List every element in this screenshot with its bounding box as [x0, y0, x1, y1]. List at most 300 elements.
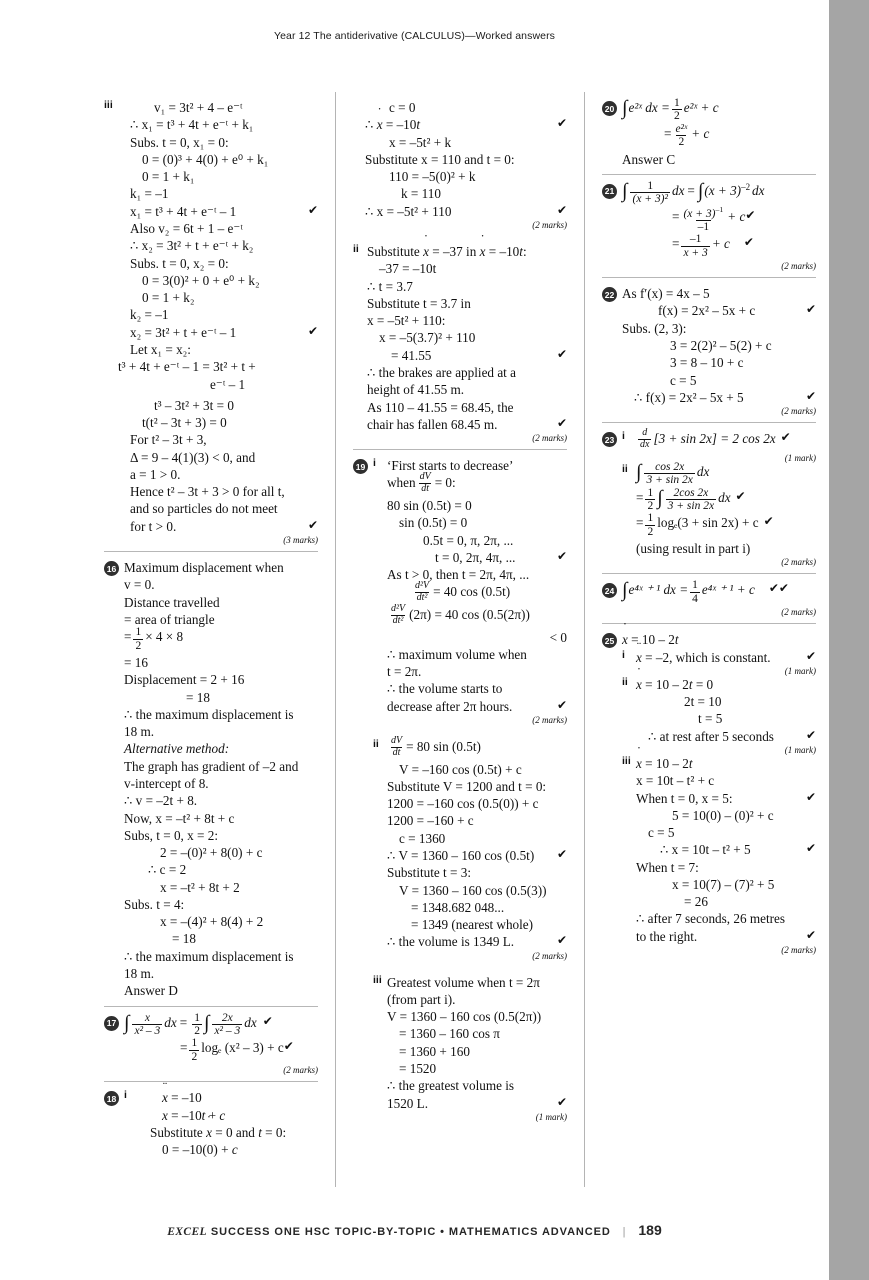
- fraction-numerator: 1: [647, 486, 654, 499]
- math-line-integral: [622, 99, 816, 125]
- roman-label-iii: iii: [104, 99, 113, 111]
- math-text: logₑ (x² – 3) + c: [201, 1040, 284, 1056]
- exponent: –2: [741, 181, 751, 192]
- dot-accent: ˙ x: [636, 755, 642, 772]
- math-line: As f′(x) = 4x – 5: [622, 286, 710, 302]
- math-line: ∴ c = 2: [148, 862, 187, 878]
- math-text: (x + 3): [704, 182, 742, 198]
- tick-icon: ✔: [556, 116, 567, 131]
- fraction-one-half: [192, 1012, 202, 1038]
- dot-accent: ˙ x: [622, 631, 628, 648]
- math-line: Hence t² – 3t + 3 > 0 for all t,: [130, 484, 285, 500]
- tick-icon: ✔: [262, 1013, 273, 1028]
- math-line: 0 = (0)³ + 4(0) + e⁰ + k₁: [142, 151, 269, 167]
- footer-divider: |: [622, 1226, 627, 1238]
- fraction: [212, 1012, 242, 1038]
- tick-icon: ✔: [556, 415, 567, 430]
- answer-line: Answer C: [622, 151, 676, 167]
- tick-icon: ✔: [556, 346, 567, 361]
- math-line: 5 = 10(0) – (0)² + c: [672, 807, 774, 823]
- tick-icon: ✔: [556, 548, 567, 563]
- fraction-denominator: 4: [692, 592, 698, 605]
- math-line: [622, 302, 816, 319]
- math-line: t³ – 3t² + 3t = 0: [154, 397, 234, 413]
- math-text: = 0:: [434, 475, 456, 491]
- fraction-d2v-dt2: [389, 604, 407, 627]
- differential: dx: [718, 489, 731, 505]
- math-text: logₑ(3 + sin 2x) + c: [657, 515, 759, 531]
- answer-column-2: [335, 92, 567, 1187]
- math-line: [636, 841, 816, 858]
- fraction-denominator: 2: [194, 1025, 200, 1038]
- math-text: + c: [727, 208, 746, 224]
- math-line: = 26: [684, 894, 708, 910]
- roman-label-ii: ii: [622, 675, 628, 688]
- math-line: x = 10(7) – (7)² + 5: [672, 876, 775, 892]
- dot-accent: ˙ x: [206, 1124, 212, 1141]
- math-line: = 18: [186, 689, 210, 705]
- math-line: v-intercept of 8.: [124, 775, 209, 791]
- math-line-result: [622, 235, 816, 261]
- question-block-15iii: [104, 92, 318, 551]
- math-line: 2 = –(0)² + 8(0) + c: [160, 845, 263, 861]
- math-line: t = 5: [698, 711, 723, 727]
- marks-label: (2 marks): [283, 1065, 318, 1076]
- math-line: x = –t² + 8t + 2: [160, 879, 240, 895]
- math-line: (from part i).: [387, 991, 456, 1007]
- math-text: ∴ x = –5t² + 110: [365, 203, 452, 219]
- double-dot-accent: ¨ x: [162, 1089, 168, 1106]
- math-line: [387, 933, 567, 950]
- tick-icon: ✔: [743, 235, 754, 250]
- math-text: ∴ V = 1360 – 160 cos (0.5t): [387, 847, 535, 863]
- math-line: k₂ = –1: [130, 307, 169, 323]
- fraction-numerator: 1: [194, 1011, 200, 1024]
- tick-icon: ✔: [805, 388, 816, 403]
- fraction: [630, 180, 669, 206]
- roman-label-i: i: [124, 1089, 127, 1102]
- dot-accent: ˙ x: [377, 116, 383, 133]
- math-line: x = 10t – t² + c: [636, 773, 715, 789]
- roman-label-ii: ii: [373, 737, 379, 750]
- math-line-result: [124, 1039, 318, 1065]
- fraction-numerator: 1: [191, 1037, 198, 1050]
- fraction-one-half: [672, 97, 682, 123]
- math-text: + c: [691, 125, 710, 141]
- math-line: As 110 – 41.55 = 68.45, the: [367, 399, 514, 415]
- roman-label-ii: ii: [622, 462, 628, 475]
- marks-label: (1 mark): [784, 452, 816, 463]
- integral-icon: ∫: [124, 1011, 130, 1034]
- math-line: 3 = 8 – 10 + c: [670, 355, 744, 371]
- math-line: Substitute t = 3:: [387, 865, 472, 881]
- math-line: k₁ = –1: [130, 186, 169, 202]
- math-line: ∴ the maximum displacement is: [124, 948, 294, 964]
- fraction-denominator: (x + 3)²: [632, 193, 668, 206]
- marks-label: (2 marks): [781, 945, 816, 956]
- math-line: Also v₂ = 6t + 1 – e⁻ᵗ: [130, 220, 243, 236]
- fraction-numerator: –1: [689, 233, 702, 246]
- math-line: Subs. (2, 3):: [622, 320, 687, 336]
- math-line: c = 5: [670, 372, 697, 388]
- math-line: 0 = –10(0) + c: [162, 1142, 238, 1158]
- fraction-denominator: x² – 3: [214, 1025, 241, 1038]
- fraction-denominator: 2: [678, 136, 685, 149]
- math-line: 0.5t = 0, π, 2π, ...: [423, 532, 514, 548]
- math-line: x = –5t² + k: [389, 134, 452, 150]
- math-line-second-derivative: [387, 580, 567, 606]
- math-line-integral: [124, 1011, 318, 1040]
- math-line: [118, 324, 318, 341]
- fraction-d-dx: [638, 428, 651, 451]
- tick-icon: ✔: [780, 430, 791, 445]
- math-line-second-derivative-eval: [387, 602, 567, 629]
- math-text: (2π) = 40 cos (0.5(2π)): [409, 606, 530, 622]
- tick-icon: ✔: [805, 841, 816, 856]
- double-tick-icon: ✔✔: [768, 581, 789, 596]
- math-line: height of 41.55 m.: [367, 382, 465, 398]
- question-block-20: [602, 92, 816, 174]
- question-number-badge: 24: [602, 583, 617, 598]
- question-block-18: [104, 1081, 318, 1164]
- math-line: = area of triangle: [124, 611, 215, 627]
- math-line: [636, 728, 816, 745]
- roman-label-ii: ii: [353, 242, 359, 255]
- marks-label: (1 mark): [784, 744, 816, 755]
- equals-sign: =: [636, 515, 644, 531]
- equals-sign: =: [672, 208, 680, 224]
- math-text: 1520 L.: [387, 1095, 429, 1111]
- math-line: ∴ the greatest volume is: [387, 1078, 515, 1094]
- math-line: Subs. t = 0, x₁ = 0:: [130, 134, 229, 150]
- math-line: Alternative method:: [124, 741, 230, 757]
- marks-label: (3 marks): [283, 535, 318, 546]
- math-text: f(x) = 2x² – 5x + c: [658, 303, 756, 319]
- differential: dx: [752, 182, 765, 198]
- math-line-integral: [636, 460, 816, 489]
- fraction-numerator: e²ˣ: [675, 122, 688, 135]
- tick-icon: ✔: [805, 727, 816, 742]
- question-block-23: [602, 422, 816, 573]
- integral-icon: ∫: [636, 460, 642, 483]
- fraction-numerator: 1: [692, 579, 698, 592]
- math-text: ∴ at rest after 5 seconds: [648, 728, 774, 744]
- math-line: and so particles do not meet: [130, 501, 278, 517]
- integral-icon: ∫: [622, 579, 628, 602]
- tick-icon: ✔: [307, 323, 318, 338]
- equals-sign: =: [664, 125, 672, 141]
- math-text: ∴ x = 10t – t² + 5: [660, 842, 751, 858]
- marks-label: (1 mark): [535, 1111, 567, 1122]
- math-line: [118, 518, 318, 535]
- tick-icon: ✔: [307, 202, 318, 217]
- math-text: to the right.: [636, 928, 698, 944]
- math-text: e²ˣ + c: [683, 100, 719, 115]
- fraction-numerator: d²V: [415, 580, 430, 592]
- math-text: [3 + sin 2x] = 2 cos 2x: [653, 431, 776, 447]
- fraction-numerator: d²V: [391, 602, 406, 614]
- math-line: [387, 698, 567, 715]
- math-text: = 80 sin (0.5t): [406, 738, 481, 754]
- page-number: 189: [638, 1222, 662, 1238]
- fraction-numerator: 2cos 2x: [673, 486, 709, 499]
- math-line: ˙ x = –10t + c: [138, 1107, 318, 1124]
- fraction-denominator: 2: [647, 525, 654, 538]
- math-line: ∴ the maximum displacement is: [124, 706, 294, 722]
- tick-icon: ✔: [805, 302, 816, 317]
- math-text: x₂ = 3t² + t + e⁻ᵗ – 1: [130, 324, 237, 340]
- tick-icon: ✔: [556, 933, 567, 948]
- math-line: Substitute x = 110 and t = 0:: [365, 151, 515, 167]
- fraction-denominator: dx: [640, 438, 650, 450]
- bullet-separator: •: [440, 1226, 445, 1238]
- fraction-numerator: 1: [673, 97, 680, 110]
- tick-icon: ✔: [283, 1039, 294, 1054]
- marks-label: (2 marks): [781, 261, 816, 272]
- differential: dx: [244, 1014, 257, 1030]
- math-line: a = 1 > 0.: [130, 466, 181, 482]
- math-line: ∴ t = 3.7: [367, 278, 413, 294]
- question-block-21: [602, 174, 816, 277]
- math-line-derivative: [636, 427, 816, 453]
- math-line: Substitute V = 1200 and t = 0:: [387, 778, 547, 794]
- roman-label-i: i: [622, 430, 625, 443]
- math-line: When t = 7:: [636, 859, 699, 875]
- fraction-numerator: 1: [647, 179, 654, 192]
- math-line: Displacement = 2 + 16: [124, 672, 245, 688]
- fraction-dv-dt: [418, 472, 433, 495]
- marks-label: (2 marks): [532, 950, 567, 961]
- math-text: e⁴ˣ ⁺ ¹ + c: [701, 582, 755, 598]
- math-line: ∴ x₂ = 3t² + t + e⁻ᵗ + k₂: [130, 238, 254, 254]
- question-block-17: [104, 1006, 318, 1082]
- roman-label-iii: iii: [373, 973, 382, 986]
- math-line: [636, 928, 816, 945]
- math-line: ‘First starts to decrease’: [387, 458, 514, 474]
- math-text: = 41.55: [391, 347, 432, 363]
- math-text: ∴ the volume is 1349 L.: [387, 934, 515, 950]
- equals-sign: =: [672, 236, 680, 252]
- answer-column-1: [104, 92, 318, 1187]
- marks-label: (2 marks): [781, 406, 816, 417]
- question-number-badge: 23: [602, 432, 617, 447]
- math-line: [387, 549, 567, 566]
- fraction-one-half: [645, 487, 655, 513]
- math-line: t(t² – 3t + 3) = 0: [142, 415, 227, 431]
- fraction-one-half: [189, 1037, 199, 1063]
- question-block-22: [602, 277, 816, 422]
- tick-icon: ✔: [735, 488, 746, 503]
- dot-accent: ˙ x: [162, 1107, 168, 1124]
- math-line: ˙ x = 10 – 2t: [636, 755, 816, 772]
- math-line: 80 sin (0.5t) = 0: [387, 497, 472, 513]
- tick-icon: ✔: [556, 202, 567, 217]
- math-line: Subs. t = 4:: [124, 896, 185, 912]
- page-footer: [0, 1222, 829, 1238]
- math-line: 1200 = –160 + c: [387, 813, 474, 829]
- math-line: Subs. t = 0, x₂ = 0:: [130, 255, 229, 271]
- math-text: t = 0, 2π, 4π, ...: [435, 549, 516, 565]
- integral-icon: ∫: [657, 486, 663, 509]
- math-line: As t > 0, then t = 2π, 4π, ...: [387, 567, 530, 583]
- roman-label-i: i: [373, 457, 376, 470]
- marks-label: (1 mark): [784, 665, 816, 676]
- fraction-dv-dt: [389, 736, 404, 759]
- numerator-base: (x + 3): [683, 207, 716, 220]
- math-line: [367, 347, 567, 364]
- math-line: = 1520: [399, 1061, 437, 1077]
- series-name: SUCCESS ONE HSC TOPIC-BY-TOPIC: [210, 1226, 437, 1238]
- math-text: chair has fallen 68.45 m.: [367, 416, 498, 432]
- fraction-numerator: 1: [135, 626, 142, 639]
- math-line: Distance travelled: [124, 594, 220, 610]
- fraction-numerator: x: [144, 1011, 150, 1024]
- math-line: ˙ x = 10 – 2t: [622, 631, 816, 648]
- question-number-badge: 25: [602, 633, 617, 648]
- fraction: [644, 461, 694, 487]
- fraction-denominator: –1: [697, 220, 710, 233]
- math-line: x = –(4)² + 8(4) + 2: [160, 914, 264, 930]
- integral-icon: ∫: [622, 179, 628, 202]
- tick-icon: ✔: [307, 517, 318, 532]
- fraction-numerator: [681, 206, 725, 220]
- math-line: V = 1360 – 160 cos (0.5(2π)): [387, 1009, 542, 1025]
- math-line: = 16: [124, 654, 148, 670]
- math-line: ✔ ¨ x = –2, which is constant.: [636, 649, 816, 666]
- math-line: 18 m.: [124, 966, 155, 982]
- fraction: [681, 233, 709, 259]
- math-line: k = 110: [401, 186, 441, 202]
- math-line: ∴ maximum volume when: [387, 646, 527, 662]
- fraction-denominator: 3 + sin 2x: [646, 474, 693, 487]
- brand-name: EXCEL: [167, 1226, 207, 1238]
- math-line: 1200 = –160 cos (0.5(0)) + c: [387, 796, 539, 812]
- fraction-one-half: [133, 626, 143, 652]
- question-number-badge: 20: [602, 101, 617, 116]
- math-line-integral: [622, 581, 816, 607]
- tick-icon: ✔: [805, 789, 816, 804]
- fraction-denominator: 2: [191, 1050, 198, 1063]
- math-line: Substitute ˙ x = –37 in ˙ x = –10t:: [367, 243, 567, 260]
- tick-icon: ✔: [745, 207, 756, 222]
- math-line: Let x₁ = x₂:: [130, 341, 191, 357]
- marks-label: (2 marks): [532, 219, 567, 230]
- marks-label: (2 marks): [781, 607, 816, 618]
- roman-label-iii: iii: [622, 754, 631, 767]
- question-block-18i-cont: [353, 92, 567, 236]
- subject-name: MATHEMATICS ADVANCED: [448, 1226, 611, 1238]
- integral-icon: ∫: [697, 179, 704, 202]
- right-gutter-band: [829, 0, 869, 1280]
- math-line: = 1360 – 160 cos π: [399, 1026, 500, 1042]
- math-line: Δ = 9 – 4(1)(3) < 0, and: [130, 449, 256, 465]
- fraction: [666, 487, 716, 513]
- math-text: x₁ = t³ + 4t + e⁻ᵗ – 1: [130, 203, 237, 219]
- fraction-denominator: dt²: [416, 592, 428, 604]
- fraction-numerator: dV: [419, 471, 431, 483]
- math-line: v₁ = 3t² + 4 – e⁻ᵗ: [154, 100, 243, 115]
- math-line: 0 = 1 + k₁: [142, 169, 195, 185]
- math-text: for t > 0.: [130, 518, 177, 534]
- fraction: [681, 206, 725, 234]
- fraction-numerator: 2x: [221, 1011, 233, 1024]
- dot-accent: ˙ x: [636, 676, 642, 693]
- math-line: = 18: [172, 931, 196, 947]
- answer-column-3: [584, 92, 816, 1187]
- math-text: When t = 0, x = 5:: [636, 790, 733, 806]
- math-line-result: [636, 486, 816, 515]
- fraction-numerator: cos 2x: [655, 460, 685, 473]
- integral-icon: ∫: [622, 97, 628, 119]
- math-text: when: [387, 475, 416, 491]
- math-line: 0 = 3(0)² + 0 + e⁰ + k₂: [142, 272, 260, 288]
- question-block-25: [602, 623, 816, 961]
- math-line: c = 5: [648, 825, 675, 841]
- fraction-numerator: 1: [647, 512, 654, 525]
- fraction-denominator: dt: [392, 746, 401, 758]
- tick-icon: ✔: [556, 697, 567, 712]
- tick-icon: ✔: [556, 846, 567, 861]
- question-block-24: [602, 573, 816, 623]
- math-note: (using result in part i): [636, 541, 751, 557]
- math-line: t = 2π.: [387, 664, 422, 680]
- math-line: Greatest volume when t = 2π: [387, 974, 540, 990]
- fraction-denominator: x + 3: [683, 246, 708, 259]
- math-line: For t² – 3t + 3,: [130, 432, 207, 448]
- fraction-numerator: d: [642, 427, 648, 439]
- math-line: t³ + 4t + e⁻ᵗ – 1 = 3t² + t +: [118, 359, 256, 375]
- equals-sign: =: [180, 1040, 188, 1056]
- question-number-badge: 16: [104, 561, 119, 576]
- math-line: V = 1360 – 160 cos (0.5(3)): [399, 882, 547, 898]
- fraction-denominator: 2: [673, 110, 680, 123]
- math-text: ∴ f(x) = 2x² – 5x + 5: [634, 389, 744, 405]
- math-line: c = 1360: [399, 830, 446, 846]
- math-line: x = –5t² + 110:: [367, 313, 446, 329]
- math-line: ∴ v = –2t + 8.: [124, 793, 198, 809]
- exponent: –1: [715, 204, 724, 214]
- math-line: Substitute t = 3.7 in: [367, 295, 471, 311]
- math-line: sin (0.5t) = 0: [399, 515, 468, 531]
- math-line: v = 0.: [124, 577, 155, 593]
- math-line: 18 m.: [124, 724, 155, 740]
- question-block-19ii: [353, 731, 567, 967]
- math-line: Now, x = –t² + 8t + c: [124, 810, 235, 826]
- math-line: 110 = –5(0)² + k: [389, 169, 476, 185]
- marks-label: (2 marks): [781, 557, 816, 568]
- math-line: [622, 389, 816, 406]
- fraction-d2v-dt2: [413, 581, 431, 604]
- math-line: = 1360 + 160: [399, 1043, 470, 1059]
- double-dot-accent: ¨ x: [636, 649, 642, 666]
- math-line-result: [622, 122, 816, 151]
- tick-icon: ✔: [763, 514, 774, 529]
- math-line: V = –160 cos (0.5t) + c: [399, 761, 522, 777]
- math-line: Subs, t = 0, x = 2:: [124, 827, 219, 843]
- question-number-badge: 17: [104, 1016, 119, 1031]
- math-line: 2t = 10: [684, 694, 722, 710]
- math-line: The graph has gradient of –2 and: [124, 758, 299, 774]
- math-line: c = 0: [389, 100, 416, 115]
- tick-icon: ✔: [805, 648, 816, 663]
- math-line-derivative: [387, 734, 567, 761]
- integral-icon: ∫: [203, 1011, 210, 1034]
- math-line-fraction: [124, 628, 318, 654]
- math-text: e²ˣ dx =: [628, 100, 670, 115]
- math-text: e⁴ˣ ⁺ ¹ dx =: [628, 582, 689, 598]
- math-line: e⁻ᵗ – 1: [210, 376, 246, 392]
- math-line: [353, 203, 567, 220]
